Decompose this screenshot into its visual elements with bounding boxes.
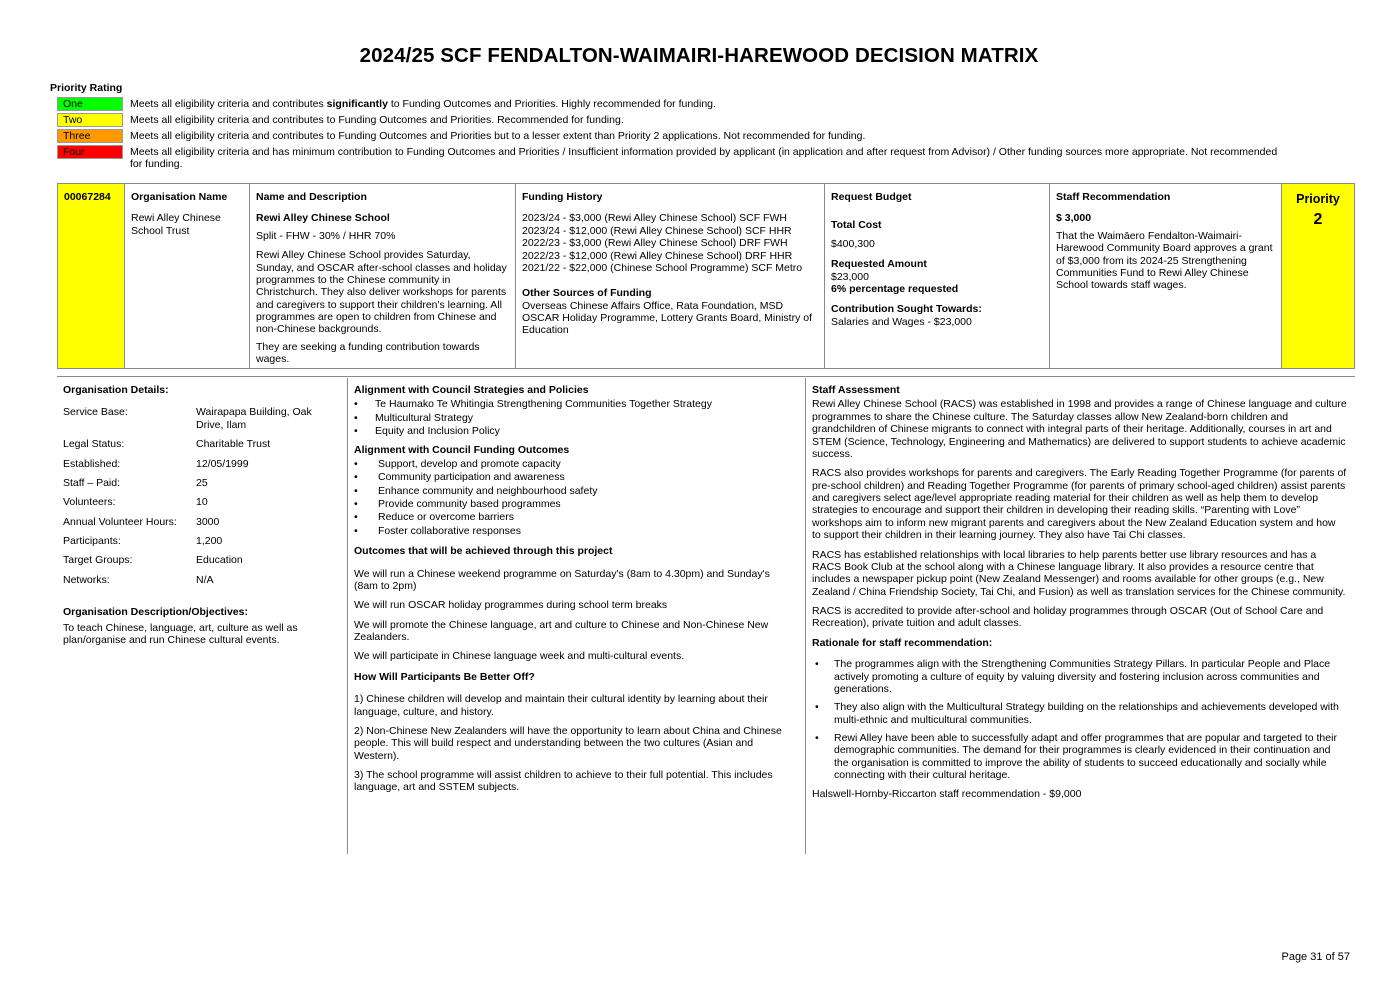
staff-assessment-section (812, 384, 1347, 800)
better-off-item: 1) Chinese children will develop and maintain their cultural identity by learning about their language, culture, and history. (354, 693, 768, 718)
application-id: 00067284 (64, 191, 111, 203)
detail-value: N/A (196, 573, 214, 586)
application-summary-table (57, 183, 1355, 369)
staff-recommendation-amount: $ 3,000 (1056, 212, 1092, 225)
priority-description: Meets all eligibility criteria and contributes to Funding Outcomes and Priorities but to a lesser extent than Priority 2 applications. Not recommended for funding. (130, 130, 866, 142)
project-description: Rewi Alley Chinese School provides Saturday, Sunday, and OSCAR after-school classes and holiday programmes to the Chinese community in Christchurch. They also deliver workshops for parents and caregivers to support their children's learning. All programmes are open to children from Chinese and non-Chinese backgrounds. (256, 249, 507, 336)
priority-swatch-two: Two (57, 113, 123, 127)
other-sources: Overseas Chinese Affairs Office, Rata Foundation, MSD OSCAR Holiday Programme, Lottery Grants Board, Ministry of Education (522, 299, 813, 337)
funding-history-item: 2022/23 - $3,000 (Rewi Alley Chinese School) DRF FWH (522, 237, 788, 250)
strategies-list (354, 398, 794, 437)
priority-description: Meets all eligibility criteria and contributes significantly to Funding Outcomes and Priorities. Highly recommended for funding. (130, 98, 716, 110)
achieved-item: We will participate in Chinese language week and multi-cultural events. (354, 650, 685, 663)
staff-recommendation-text: That the Waimāero Fendalton-Waimairi-Harewood Community Board approves a grant of $3,000 from its 2024-25 Strengthening Communities Fund to Rewi Alley Chinese School towards staff wages. (1056, 229, 1273, 292)
outcomes-list (354, 458, 794, 537)
organisation-name: Rewi Alley Chinese School Trust (131, 212, 221, 237)
column-divider (347, 378, 348, 854)
column-divider (805, 378, 806, 854)
detail-value: Education (196, 554, 243, 567)
contribution-label: Contribution Sought Towards: (831, 303, 982, 316)
assessment-paragraph: RACS is accredited to provide after-school and holiday programmes through OSCAR (Out of School Care and Recreation), private tuition and adult classes. (812, 605, 1324, 630)
detail-value: 3000 (196, 515, 220, 528)
priority-cell (1282, 184, 1354, 368)
detail-label: Networks: (63, 573, 110, 586)
list-item: • Te Haumako Te Whitingia Strengthening Communities Together Strategy (354, 398, 794, 410)
detail-label: Service Base: (63, 406, 128, 419)
detail-label: Established: (63, 457, 121, 470)
request-budget-cell (825, 184, 1050, 368)
priority-row (57, 129, 1317, 144)
funding-split: Split - FHW - 30% / HHR 70% (256, 229, 396, 242)
assessment-paragraph: Rewi Alley Chinese School (RACS) was established in 1998 and provides a range of Chinese language and culture programmes to share the Chinese culture. The Saturday classes allow New Zealand-born children and grandchildren of Chinese migrants to connect with integral parts of their heritage. Additionally, courses in art and STEM (Science, Technology, Engineering and Mathematics) are delivered to support students to achieve academic success. (812, 398, 1347, 460)
detail-label: Participants: (63, 535, 121, 547)
assessment-paragraph: RACS also provides workshops for parents and caregivers. The Early Reading Together Programme (for parents of pre-school children) and Reading Together Programme (for parents of primary school-aged children) assist parents and caregivers select age/level appropriate reading material for their children as well as help them to develop strategies to encourage and support their children in developing their reading skills. “Parenting with Love” workshops aim to inform new migrant parents and caregivers about the New Zealand Education system and how to support their children in their learning journey. They also have Tai Chi classes. (812, 467, 1347, 542)
list-item: • They also align with the Multicultural Strategy building on the relationships and achievements developed with multi-ethnic and multicultural communities. (812, 701, 1347, 726)
contribution-value: Salaries and Wages - $23,000 (831, 315, 972, 328)
outcomes-header: Alignment with Council Funding Outcomes (354, 443, 570, 456)
achieved-item: We will run a Chinese weekend programme on Saturday's (8am to 4.30pm) and Sunday's (8am to 2pm) (354, 567, 770, 592)
priority-rating-legend (57, 97, 1317, 171)
section-divider (57, 376, 1355, 377)
staff-recommendation-header: Staff Recommendation (1056, 191, 1171, 203)
list-item: • Enhance community and neighbourhood safety (354, 485, 794, 497)
detail-label: Annual Volunteer Hours: (63, 515, 177, 528)
application-id-cell (58, 184, 125, 368)
funding-history-header: Funding History (522, 191, 603, 203)
detail-value: Wairapapa Building, Oak Drive, Ilam (196, 406, 312, 431)
other-sources-header: Other Sources of Funding (522, 287, 652, 300)
requested-amount-value: $23,000 (831, 270, 869, 283)
list-item: • Provide community based programmes (354, 498, 794, 510)
list-item: • Reduce or overcome barriers (354, 511, 794, 523)
total-cost-label: Total Cost (831, 219, 882, 232)
detail-row (63, 438, 338, 450)
achieved-item: We will run OSCAR holiday programmes during school term breaks (354, 599, 668, 612)
objectives-header: Organisation Description/Objectives: (63, 606, 248, 619)
achieved-item: We will promote the Chinese language, art and culture to Chinese and Non-Chinese New Zealanders. (354, 618, 769, 643)
organisation-name-header: Organisation Name (131, 191, 228, 203)
priority-description: Meets all eligibility criteria and has minimum contribution to Funding Outcomes and Priorities / Insufficient information provided by applicant (in application and after request from Advisor) / Other funding sources more appropriate. Not recommended for funding. (130, 146, 1278, 171)
priority-row (57, 97, 1317, 112)
detail-row (63, 406, 338, 431)
priority-swatch-four: Four (57, 145, 123, 159)
organisation-name-cell (125, 184, 250, 368)
priority-swatch-three: Three (57, 129, 123, 143)
detail-value: 1,200 (196, 535, 223, 547)
detail-label: Legal Status: (63, 438, 125, 451)
list-item: • Rewi Alley have been able to successfully adapt and offer programmes that are popular and targeted to their demographic communities. The demand for their programmes is clearly evidenced in their continuation and the organisation is committed to improve the ability of students to succeed educationally and socially while connecting with their cultural heritage. (812, 732, 1347, 782)
rationale-header: Rationale for staff recommendation: (812, 636, 993, 649)
detail-row (63, 516, 338, 528)
detail-value: 10 (196, 496, 208, 509)
priority-value: 2 (1313, 210, 1323, 228)
detail-label: Staff – Paid: (63, 476, 121, 489)
detail-label: Target Groups: (63, 554, 133, 567)
list-item: • Foster collaborative responses (354, 525, 794, 537)
name-description-cell (250, 184, 516, 368)
funding-history-item: 2021/22 - $22,000 (Chinese School Programme) SCF Metro (522, 261, 803, 274)
objectives-text: To teach Chinese, language, art, culture as well as plan/organise and run Chinese cultural events. (63, 621, 298, 646)
page-number: Page 31 of 57 (1281, 951, 1350, 963)
funding-history-item: 2023/24 - $12,000 (Rewi Alley Chinese School) SCF HHR (522, 224, 792, 237)
project-name: Rewi Alley Chinese School (256, 212, 390, 225)
requested-amount-label: Requested Amount (831, 258, 927, 271)
funding-history-item: 2023/24 - $3,000 (Rewi Alley Chinese School) SCF FWH (522, 212, 787, 225)
list-item: • Equity and Inclusion Policy (354, 425, 794, 437)
strategies-header: Alignment with Council Strategies and Policies (354, 384, 589, 396)
detail-label: Volunteers: (63, 496, 116, 509)
priority-header: Priority (1296, 192, 1340, 206)
other-board-recommendation: Halswell-Hornby-Riccarton staff recommendation - $9,000 (812, 787, 1082, 800)
priority-row (57, 113, 1317, 128)
better-off-item: 2) Non-Chinese New Zealanders will have the opportunity to learn about China and Chinese people. This will build respect and understanding between the two cultures (Asian and Western). (354, 724, 782, 762)
priority-swatch-one: One (57, 97, 123, 111)
organisation-details (63, 384, 338, 646)
rationale-list (812, 658, 1347, 781)
list-item: • The programmes align with the Strengthening Communities Strategy Pillars. In particular People and Place actively promoting a culture of equity by valuing diversity and fostering inclusion across communities and generations. (812, 658, 1347, 695)
better-off-item: 3) The school programme will assist children to achieve to their full potential. This includes language, art and SSTEM subjects. (354, 769, 773, 794)
detail-row (63, 477, 338, 489)
staff-recommendation-cell (1050, 184, 1282, 368)
list-item: • Multicultural Strategy (354, 412, 794, 424)
funding-history-cell (516, 184, 825, 368)
detail-row (63, 574, 338, 586)
achieved-header: Outcomes that will be achieved through this project (354, 545, 613, 558)
detail-row (63, 535, 338, 547)
detail-row (63, 458, 338, 470)
priority-description: Meets all eligibility criteria and contributes to Funding Outcomes and Priorities. Recommended for funding. (130, 114, 624, 126)
list-item: • Support, develop and promote capacity (354, 458, 794, 470)
assessment-paragraph: RACS has established relationships with local libraries to help parents better use library resources and has a RACS Book Club at the school along with a Chinese language library. It also provides a resource centre that includes a newspaper pickup point (New Zealand Messenger) and rooms available for other groups (e.g., New Zealand / China Friendship Society, Tai Chi, and Fusion) as well as translation services for the Chinese community. (812, 548, 1346, 598)
better-off-header: How Will Participants Be Better Off? (354, 670, 535, 683)
percentage-requested: 6% percentage requested (831, 282, 959, 295)
detail-value: 25 (196, 476, 208, 489)
detail-value: 12/05/1999 (196, 457, 249, 470)
alignment-section (354, 384, 794, 799)
funding-seeking: They are seeking a funding contribution towards wages. (256, 340, 480, 366)
list-item: • Community participation and awareness (354, 471, 794, 483)
priority-rating-heading: Priority Rating (50, 82, 123, 94)
staff-assessment-header: Staff Assessment (812, 384, 900, 396)
total-cost-value: $400,300 (831, 237, 875, 250)
detail-row (63, 496, 338, 508)
funding-history-item: 2022/23 - $12,000 (Rewi Alley Chinese School) DRF HHR (522, 249, 793, 262)
request-budget-header: Request Budget (831, 191, 912, 203)
organisation-details-header: Organisation Details: (63, 384, 169, 396)
priority-row (57, 145, 1317, 171)
detail-value: Charitable Trust (196, 438, 271, 451)
page-title: 2024/25 SCF FENDALTON-WAIMAIRI-HAREWOOD DECISION MATRIX (359, 44, 1039, 67)
name-description-header: Name and Description (256, 191, 367, 203)
detail-row (63, 554, 338, 566)
